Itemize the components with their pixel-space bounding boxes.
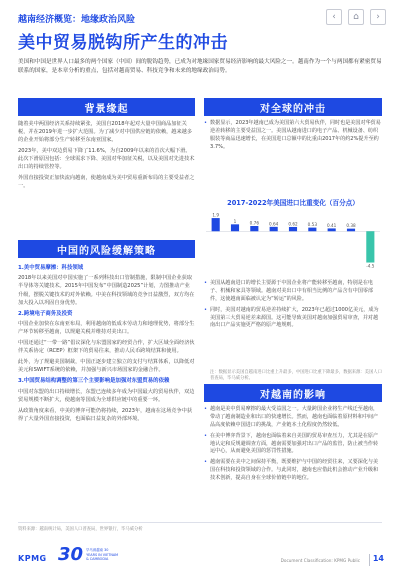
page-title: 美中贸易脱钩所产生的冲击 [18, 33, 228, 53]
background-text [18, 120, 195, 194]
strategy-sub-3: 3.中国贸易结构调整的第三个主要影响是加强对东盟贸易的依赖 [18, 378, 170, 385]
background-p2: 2023年，美中双边贸易下降了11.6%，为自2009年以来的首次大幅下滑。此次下滑原因包括：全球需求下降、美国对华加征关税，以及美国对先进技术出口的持续管控等。 [18, 148, 195, 171]
vietnam-impact-heading: 对越南的影响 [204, 384, 382, 402]
chart-bar [289, 227, 297, 231]
intro-paragraph: 美国和中国是世界人口最多的两个国家（中国）间的脱钩趋势，已成为对地缘国家贸易经济影响的最大风险之一。越南作为一个与两国都有紧密贸易联系的国家，是本章分析的重点，包括对越南贸易、科技竞争和未来的地缘政治局势。 [18, 59, 382, 74]
chart-bar [366, 231, 374, 262]
vietnam-impact-bullet: • 越南是美中贸易摩擦的最大受益国之一。大量跨国企业将生产线迁至越南，带动了越南制造业和出口的快速增长。然而，越南也面临着原材料和中间产品高度依赖中国进口的挑战，产业链本土化程度仍然较低。 [204, 406, 382, 430]
vietnam-impact-list [204, 406, 382, 486]
footer-divider [369, 554, 370, 566]
vietnam-impact-bullet: • 在美中博弈背景下，越南也面临着来自美国的贸易审查压力，尤其是在原产地认定和反规避调查方面，越南需要加强对出口产品的监管，防止被当作转运中心，从而避免美国的惩罚性措施。 [204, 433, 382, 457]
section-label: 越南经济概览：地缘政治风险 [18, 15, 136, 25]
chart-bar [308, 228, 316, 232]
anniversary-number: 30 [58, 544, 84, 565]
top-bar [0, 0, 400, 30]
vietnam-impact-bullet: • 越南需要在美中之间保持平衡，既要维护与中国的经贸往来，又要深化与美国在科技和投资领域的合作。与此同时，越南也应借此机会推动产业升级和技术创新，提高自身在全球价值链中的地位。 [204, 459, 382, 483]
chart-bar [347, 229, 355, 232]
global-impact-text [204, 120, 382, 155]
chart-bar [270, 227, 278, 231]
chart-data-label: 1 [233, 218, 237, 224]
forward-chevron-icon[interactable]: › [370, 9, 386, 25]
anniversary-text: 毕马威越南 30 YEARS IN VIETNAM & CAMBODIA [86, 548, 119, 562]
background-heading: 背景缘起 [18, 98, 195, 116]
background-p1: 随着美中两国经济关系持续紧张，美国自2018年起对大量中国商品加征关税，并在2019年进一步扩大范围。为了减少对中国供应链的依赖，越来越多的企业开始将部分生产转移至东南亚国家。 [18, 121, 193, 144]
chart-data-label: 0.41 [327, 222, 337, 228]
source-note: 资料来源：越南统计局，美国人口普查局，世界银行，毕马威分析 [18, 522, 382, 532]
chart-data-label: 0.76 [249, 220, 259, 226]
strategy-heading: 中国的风险缓解策略 [18, 240, 195, 258]
page-number: 14 [372, 554, 384, 563]
global-impact-heading: 对全球的冲击 [204, 98, 382, 116]
anniversary-badge [58, 546, 120, 564]
ecommerce-link[interactable]: 跨境电子商务 [23, 310, 57, 317]
home-icon[interactable]: ⌂ [348, 9, 364, 25]
footer [0, 540, 400, 577]
import-share-bar-chart [206, 210, 380, 274]
back-chevron-icon[interactable]: ‹ [326, 9, 342, 25]
chart-bar [212, 218, 220, 231]
background-p3: 外国直接投资正加快流向越南，使越南成为美中贸易重新布局的主要受益者之一。 [18, 175, 195, 190]
strategy-s1-text: 2018年以来美国对中国实施了一系列科技出口管制措施，限制中国企业获取半导体等关键技术。2015年中国发布“中国制造2025”计划，力图推动产业升级，摆脱关键技术的对外依赖。中美在科技领域的竞争日益激烈，双方均在加大投入以巩固自身优势。 [18, 275, 195, 306]
global-impact-p1: • 数据显示，2023年越南已成为美国第六大贸易伙伴，同时也是美国对华贸易逆差转移的主要受益国之一。美国从越南进口的电子产品、机械设备、纺织服装等商品迅速增长，在美国进口总额中的比重由2017年的约2%提升至约3.7%。 [204, 120, 382, 152]
strategy-s2-text: 中国企业加快在东南亚布局，利用越南的低成本劳动力和地理优势，将部分生产环节转移至越南，以规避关税并维持对美出口。 [18, 321, 195, 336]
chart-data-label: -4.5 [366, 263, 375, 269]
strategy-text [18, 262, 195, 426]
footer-classification: Document Classification: KPMG Public [280, 558, 360, 563]
commentary-bullet-2: • 同时，美国对越南的贸易逆差持续扩大，2023年已超过1000亿美元，成为美国第三大贸易逆差来源国。这可能导致美国对越南加强贸易审查，并对越南出口产品实施更严格的原产地规则。 [204, 307, 382, 331]
chart-data-label: 1.9 [212, 212, 220, 218]
kpmg-logo: KPMG [18, 554, 47, 563]
strategy-s4-text: 此外，为了规避美国制裁，中国正逐步建立独立的支付与结算体系，以降低对美元和SWIFT系统的依赖，并加强与新兴市场国家的金融合作。 [18, 359, 195, 374]
chart-commentary [204, 280, 382, 333]
strategy-s3-text: 中国还通过“一带一路”倡议深化与东盟国家的经贸合作，扩大区域全面经济伙伴关系协定（RCEP）框架下的贸易往来，推动人民币跨境结算和使用。 [18, 340, 195, 355]
chart-bar [328, 228, 336, 231]
page-nav [326, 9, 386, 25]
chart-note: 注：数据显示美国自越南进口比重上升最多，中国进口比重下降最多，数据来源：美国人口普查局，毕马威分析。 [210, 370, 382, 382]
strategy-s6-text: 从政策角度来看，中美的博弈可能仍将持续，2023年，越南在这场竞争中获得了大量外国直接投资，也面临日益复杂的外部环境。 [18, 407, 193, 422]
tech-link[interactable]: 科技领域 [61, 265, 84, 271]
chart-title: 2017-2022年美国进口比重变化（百分点） [227, 199, 359, 207]
chart-bar [250, 226, 258, 231]
chart-data-label: 0.53 [307, 222, 317, 228]
chart-data-label: 0.62 [288, 221, 298, 227]
strategy-s5-text: 中国对东盟的出口持续增长，东盟已连续多年成为中国最大的贸易伙伴，双边贸易规模不断扩大，使越南等国成为全球供应链中的重要一环。 [18, 388, 195, 403]
strategy-sub-2: 2.跨境电子商务及投资 [18, 310, 73, 317]
chart-bar [231, 224, 239, 231]
chart-data-label: 0.38 [346, 223, 356, 229]
chart-data-label: 0.64 [269, 221, 279, 227]
strategy-sub-1: 1.美中贸易摩擦：科技领域 [18, 265, 84, 271]
commentary-bullet-1: • 美国从越南进口的增长主要源于中国企业将产能转移至越南，特别是在电子、机械和家具等领域。越南对美出口中有相当比例的产品含有中国零部件，这使越南面临被认定为“转运”的风险。 [204, 280, 382, 304]
